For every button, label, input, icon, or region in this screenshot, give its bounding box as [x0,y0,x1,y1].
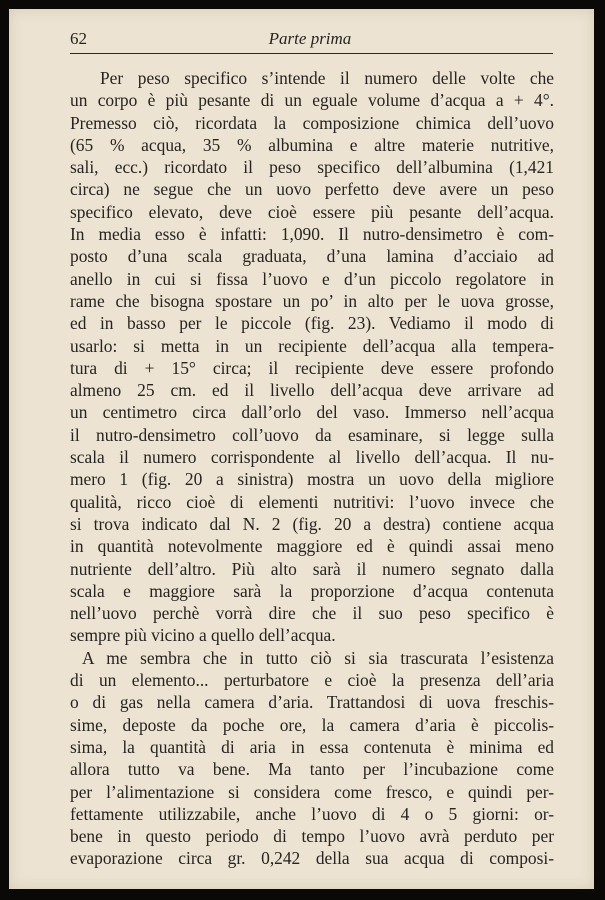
page-number: 62 [70,29,87,48]
text-line: un centimetro circa dall’orlo del vaso. Immerso nell’acqua [70,402,554,423]
text-line: nell’uovo perchè vorrà dire che il suo peso specifico è [70,603,554,624]
text-line: A me sembra che in tutto ciò si sia trascurata l’esistenza [82,647,554,668]
text-line: tura di + 15° circa; il recipiente deve essere profondo [70,357,554,378]
text-line: un corpo è più pesante di un eguale volume d’acqua a + 4°. [70,90,554,111]
text-line: specifico elevato, deve cioè essere più pesante dell’acqua. [70,201,554,222]
text-line: scala e maggiore sarà la proporzione d’acqua contenuta [70,580,554,601]
text-line: usarlo: si metta in un recipiente dell’acqua alla tempera- [70,335,554,356]
header-rule [70,53,553,54]
text-line: Premesso ciò, ricordata la composizione chimica dell’uovo [70,112,554,133]
text-line: Per peso specifico s’intende il numero delle volte che [100,68,554,88]
text-line: qualità, ricco cioè di elementi nutritivi: l’uovo invece che [70,491,554,512]
text-line: in quantità notevolmente maggiore ed è quindi assai meno [70,536,554,557]
text-line: o di gas nella camera d’aria. Trattandosi di uova freschis- [70,692,554,713]
text-line: mero 1 (fig. 20 a sinistra) mostra un uovo della migliore [70,469,554,490]
text-line: fettamente utilizzabile, anche l’uovo di 4 o 5 giorni: or- [70,803,554,824]
text-line: posto d’una scala graduata, d’una lamina d’acciaio ad [70,246,554,267]
text-line: di un elemento... perturbatore e cioè la presenza dell’aria [70,670,554,691]
book-page [9,9,594,889]
running-title: Parte prima [268,29,352,48]
text-line: circa) ne segue che un uovo perfetto deve avere un peso [70,179,554,200]
text-line: si trova indicato dal N. 2 (fig. 20 a destra) contiene acqua [70,513,554,534]
text-line: (65 % acqua, 35 % albumina e altre materie nutritive, [70,134,554,155]
text-line: per l’alimentazione si considera come fresco, e quindi per- [70,781,554,802]
text-line: anello in cui si fissa l’uovo e d’un piccolo regolatore in [70,268,554,289]
body-text [70,67,554,870]
paragraph [70,647,554,870]
text-line: sali, ecc.) ricordato il peso specifico dell’albumina (1,421 [70,157,554,178]
text-line: sempre più vicino a quello dell’acqua. [70,625,336,646]
paragraph [70,67,554,647]
text-line: nutriente dell’altro. Più alto sarà il numero segnato dalla [70,558,554,579]
page-header [70,25,550,53]
text-line: sime, deposte da poche ore, la camera d’aria è piccolis- [70,714,554,735]
text-line: allora tutto va bene. Ma tanto per l’incubazione come [70,759,554,780]
text-line: In media esso è infatti: 1,090. Il nutro-densimetro è com- [70,224,554,245]
text-line: almeno 25 cm. ed il livello dell’acqua deve arrivare ad [70,380,554,401]
text-line: bene in questo periodo di tempo l’uovo avrà perduto per [70,826,554,847]
text-line: evaporazione circa gr. 0,242 della sua acqua di composi- [70,848,554,869]
text-line: scala il numero corrispondente al livello dell’acqua. Il nu- [70,447,554,468]
text-line: ed in basso per le piccole (fig. 23). Vediamo il modo di [70,313,554,334]
text-line: il nutro-densimetro coll’uovo da esaminare, si legge sulla [70,424,554,445]
text-line: sima, la quantità di aria in essa contenuta è minima ed [70,736,554,757]
text-line: rame che bisogna spostare un po’ in alto per le uova grosse, [70,290,554,311]
